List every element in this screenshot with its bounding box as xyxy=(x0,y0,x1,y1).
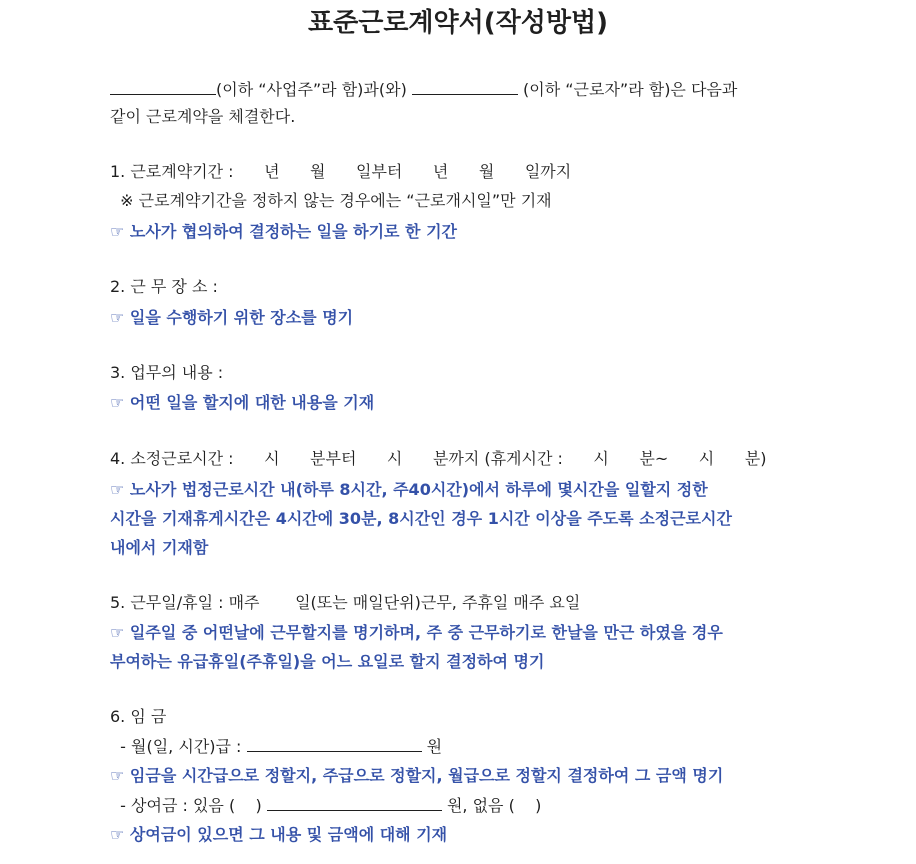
intro-line-1 xyxy=(110,78,737,101)
section5-heading: 5. 근무일/휴일 : 매주 일(또는 매일단위)근무, 주휴일 매주 요일 xyxy=(110,593,581,612)
document-title: 표준근로계약서(작성방법) xyxy=(307,8,609,38)
section6-heading: 6. 임 금 xyxy=(110,707,167,726)
section2-guide: ☞ 일을 수행하기 위한 장소를 명기 xyxy=(110,308,354,327)
section4-guide-line-3: 내에서 기재함 xyxy=(110,538,209,557)
section1-guide: ☞ 노사가 협의하여 결정하는 일을 하기로 한 기간 xyxy=(110,222,458,241)
intro-line-2: 같이 근로계약을 체결한다. xyxy=(110,107,296,126)
section3-heading: 3. 업무의 내용 : xyxy=(110,363,224,382)
section4-guide-line-2: 시간을 기재휴게시간은 4시간에 30분, 8시간인 경우 1시간 이상을 주도록 소정근로시간 xyxy=(110,509,732,528)
section2-heading: 2. 근 무 장 소 : xyxy=(110,277,218,296)
section4-heading: 4. 소정근로시간 : 시 분부터 시 분까지 (휴게시간 : 시 분~ 시 분) xyxy=(110,449,767,468)
section3-guide: ☞ 어떤 일을 할지에 대한 내용을 기재 xyxy=(110,393,375,412)
worker-suffix: (이하 “근로자”라 함)은 다음과 xyxy=(517,80,738,99)
section4-guide-line-1: ☞ 노사가 법정근로시간 내(하루 8시간, 주40시간)에서 하루에 몇시간을 일할지 정한 xyxy=(110,480,708,499)
wage-prefix: - 월(일, 시간)급 : xyxy=(110,737,247,756)
section5-guide-line-2: 부여하는 유급휴일(주휴일)을 어느 요일로 할지 결정하여 명기 xyxy=(110,652,545,671)
section6-guide-1: ☞ 임금을 시간급으로 정할지, 주급으로 정할지, 월급으로 정할지 결정하여 그 금액 명기 xyxy=(110,766,724,785)
section1-note: ※ 근로계약기간을 정하지 않는 경우에는 “근로개시일”만 기재 xyxy=(110,191,552,210)
section5-guide-line-1: ☞ 일주일 중 어떤날에 근무할지를 명기하며, 주 중 근무하기로 한날을 만근 하였을 경우 xyxy=(110,623,723,642)
bonus-line xyxy=(110,794,541,817)
wage-line xyxy=(110,735,442,758)
bonus-amount-blank xyxy=(267,794,442,811)
employer-suffix: (이하 “사업주”라 함)과(와) xyxy=(216,80,412,99)
section6-guide-2: ☞ 상여금이 있으면 그 내용 및 금액에 대해 기재 xyxy=(110,825,448,844)
bonus-prefix: - 상여금 : 있음 ( ) xyxy=(110,796,267,815)
bonus-suffix: 원, 없음 ( ) xyxy=(441,796,542,815)
worker-blank xyxy=(412,78,518,95)
section1-heading: 1. 근로계약기간 : 년 월 일부터 년 월 일까지 xyxy=(110,162,572,181)
employer-blank xyxy=(110,78,216,95)
wage-unit: 원 xyxy=(421,737,443,756)
wage-amount-blank xyxy=(247,735,422,752)
